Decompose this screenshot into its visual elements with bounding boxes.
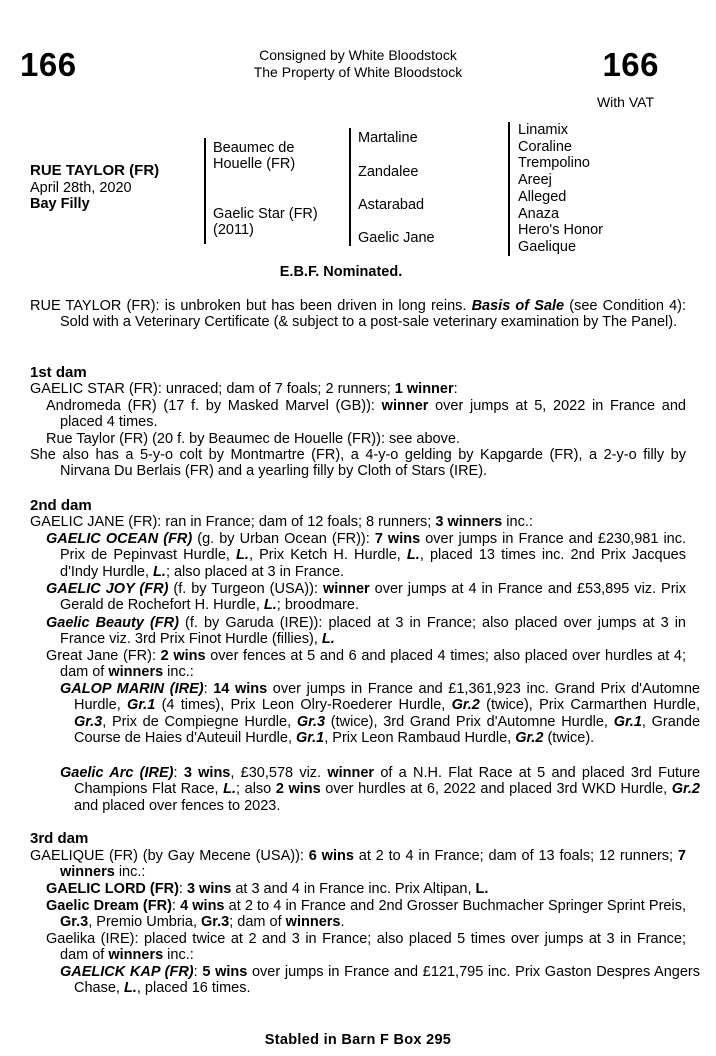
consigned-by: Consigned by White Bloodstock — [259, 47, 457, 63]
pedigree-ggp-4: Areej — [518, 172, 552, 189]
pedigree-ggp-3: Trempolino — [518, 155, 590, 172]
pedigree-grandparent-1: Martaline — [358, 130, 418, 146]
pedigree-bracket-3 — [508, 122, 510, 256]
second-dam-grandproduce-1: GALOP MARIN (IRE): 14 wins over jumps in France and £1,361,923 inc. Grand Prix d'Automne Hurdle, Gr.1 (4 times), Prix Leon Olry-Roederer Hurdle, Gr.2 (twice), Prix Carmarthen Hurdle, Gr.3, Prix de Compiegne Hurdle, Gr.3 (twice), 3rd Grand Prix d'Automne Hurdle, Gr.1, Grande Course de Haies d'Auteuil Hurdle, Gr.1, Prix Leon Rambaud Hurdle, Gr.2 (twice). — [60, 681, 701, 747]
pedigree-ggp-6: Anaza — [518, 205, 560, 222]
pedigree-grandparent-3: Astarabad — [358, 197, 425, 213]
pedigree-grandparent-4: Gaelic Jane — [358, 230, 435, 246]
vat-note: With VAT — [596, 94, 654, 110]
pedigree-great-grandparents — [518, 122, 603, 256]
first-dam-heading: 1st dam — [30, 364, 87, 381]
ebf-nominated: E.B.F. Nominated. — [279, 264, 403, 280]
second-dam-produce-3: Gaelic Beauty (FR) (f. by Garuda (IRE)): placed at 3 in France; also placed over jumps at 3 in France viz. 3rd Prix Finot Hurdle (fillies), L. — [46, 615, 686, 648]
second-dam-text: GAELIC JANE (FR): ran in France; dam of 12 foals; 8 runners; 3 winners inc.: — [30, 514, 533, 530]
second-dam-produce-4: Great Jane (FR): 2 wins over fences at 5 and 6 and placed 4 times; also placed over hurdles at 4; dam of winners inc.: — [46, 648, 687, 681]
lot-number-right: 166 — [602, 46, 659, 83]
horse-info — [30, 163, 159, 213]
third-dam-produce-3: Gaelika (IRE): placed twice at 2 and 3 in France; also placed 5 times over jumps at 3 in France; dam of winners inc.: — [46, 931, 686, 964]
pedigree-grandparent-2: Zandalee — [358, 164, 419, 180]
horse-description: Bay Filly — [30, 196, 90, 212]
first-dam-foals: She also has a 5-y-o colt by Montmartre (FR), a 4-y-o gelding by Kapgarde (FR), a 2-y-o filly by Nirvana Du Berlais (FR) and a yearling filly by Cloth of Stars (IRE). — [30, 447, 686, 480]
first-dam-produce-2: Rue Taylor (FR) (20 f. by Beaumec de Houelle (FR)): see above. — [46, 431, 460, 447]
second-dam-grandproduce-2: Gaelic Arc (IRE): 3 wins, £30,578 viz. winner of a N.H. Flat Race at 5 and placed 3rd Future Champions Flat Race, L.; also 2 wins over hurdles at 6, 2022 and placed 3rd WKD Hurdle, Gr.2 and placed over fences to 2023. — [60, 765, 701, 814]
basis-of-sale: RUE TAYLOR (FR): is unbroken but has been driven in long reins. Basis of Sale (see Condition 4): Sold with a Veterinary Certificate (& subject to a post-sale veterinary examination by The Panel). — [30, 298, 687, 331]
pedigree-ggp-7: Hero's Honor — [518, 222, 603, 239]
third-dam-text: GAELIQUE (FR) (by Gay Mecene (USA)): 6 wins at 2 to 4 in France; dam of 13 foals; 12 runners; 7 winners inc.: — [30, 848, 686, 881]
pedigree-sire: Beaumec de Houelle (FR) — [213, 140, 296, 172]
pedigree-bracket-1 — [204, 138, 206, 244]
property-of: The Property of White Bloodstock — [253, 64, 463, 80]
first-dam-produce-1: Andromeda (FR) (17 f. by Masked Marvel (GB)): winner over jumps at 5, 2022 in France and placed 4 times. — [46, 398, 686, 431]
pedigree-ggp-5: Alleged — [518, 188, 567, 205]
pedigree-ggp-2: Coraline — [518, 138, 572, 155]
pedigree-ggp-1: Linamix — [518, 122, 568, 138]
pedigree-dam: Gaelic Star (FR) (2011) — [213, 206, 318, 238]
second-dam-heading: 2nd dam — [30, 497, 92, 514]
third-dam-grandproduce-1: GAELICK KAP (FR): 5 wins over jumps in France and £121,795 inc. Prix Gaston Despres Angers Chase, L., placed 16 times. — [60, 964, 700, 997]
second-dam-produce-1: GAELIC OCEAN (FR) (g. by Urban Ocean (FR)): 7 wins over jumps in France and £230,981 inc. Prix de Pepinvast Hurdle, L., Prix Ketch H. Hurdle, L., placed 13 times inc. 2nd Prix Jacques d'Indy Hurdle, L.; also placed at 3 in France. — [46, 531, 687, 580]
third-dam-produce-2: Gaelic Dream (FR): 4 wins at 2 to 4 in France and 2nd Grosser Buchmacher Springer Sprint Preis, Gr.3, Premio Umbria, Gr.3; dam of winners. — [46, 898, 686, 931]
stabling-footer: Stabled in Barn F Box 295 — [264, 1032, 452, 1048]
pedigree-ggp-8: Gaelique — [518, 238, 577, 255]
lot-number-left: 166 — [20, 46, 77, 83]
third-dam-produce-1: GAELIC LORD (FR): 3 wins at 3 and 4 in France inc. Prix Altipan, L. — [46, 881, 489, 897]
second-dam-produce-2: GAELIC JOY (FR) (f. by Turgeon (USA)): winner over jumps at 4 in France and £53,895 viz. Prix Gerald de Rochefort H. Hurdle, L.; broodmare. — [46, 581, 687, 614]
horse-name: RUE TAYLOR (FR) — [30, 162, 160, 179]
first-dam-text: GAELIC STAR (FR): unraced; dam of 7 foals; 2 runners; 1 winner: — [30, 381, 458, 397]
third-dam-heading: 3rd dam — [30, 830, 89, 847]
pedigree-bracket-2 — [349, 128, 351, 246]
horse-dob: April 28th, 2020 — [30, 179, 132, 196]
